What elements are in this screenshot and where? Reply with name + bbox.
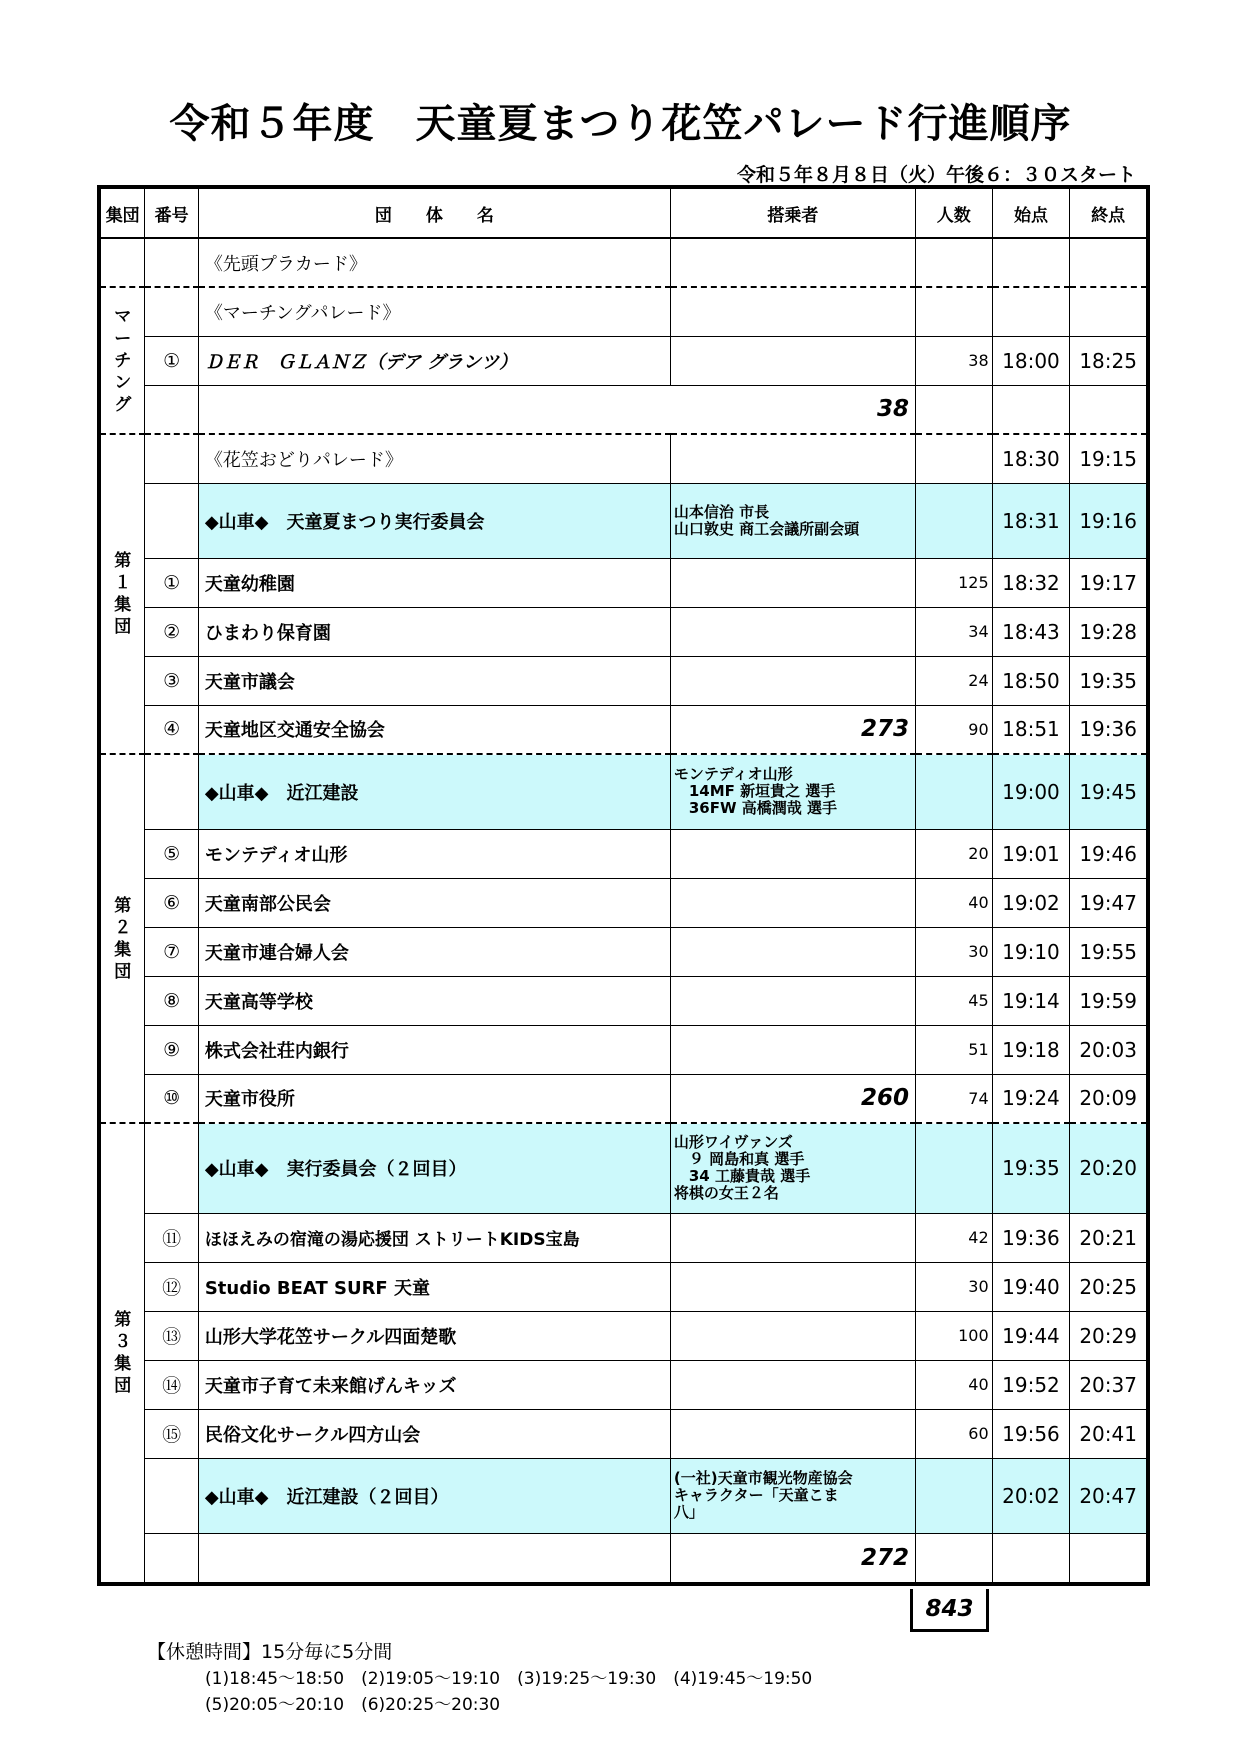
rest-times-1: (1)18:45～18:50 (2)19:05～19:10 (3)19:25～19:30 (4)19:45～19:50	[205, 1669, 813, 1689]
group-name: 天童地区交通安全協会	[198, 705, 670, 754]
rest-title: 【休憩時間】15分毎に5分間	[147, 1641, 393, 1663]
group-name: 山形大学花笠サークル四面楚歌	[198, 1311, 670, 1360]
table-row: ⑪ ほほえみの宿滝の湯応援団 ストリートKIDS宝島 42 19:36 20:21	[101, 1213, 1147, 1262]
riders: 山形ワイヴァンズ ９ 岡島和真 選手 34 工藤貴哉 選手 将棋の女王２名	[670, 1123, 915, 1213]
table-row: ① 天童幼稚園 125 18:32 19:17	[101, 558, 1147, 607]
table-row: 第１集団 《花笠おどりパレード》 18:30 19:15	[101, 434, 1147, 483]
group-name: 天童市連合婦人会	[198, 927, 670, 976]
group-name: ひまわり保育園	[198, 607, 670, 656]
group-name: モンテディオ山形	[198, 829, 670, 878]
float-name: ◆山車◆ 近江建設	[198, 754, 670, 829]
table-row: ③ 天童市議会 24 18:50 19:35	[101, 656, 1147, 705]
group-name: 天童市役所	[198, 1074, 670, 1123]
table-row	[101, 1533, 1147, 1582]
header-group: 集団	[101, 189, 145, 239]
subtotal: 272	[670, 1533, 915, 1582]
table-row: ⑨ 株式会社荘内銀行 51 19:18 20:03	[101, 1025, 1147, 1074]
table-row: ⑮ 民俗文化サークル四方山会 60 19:56 20:41	[101, 1409, 1147, 1458]
riders: モンテディオ山形 14MF 新垣貴之 選手 36FW 高橋潤哉 選手	[670, 754, 915, 829]
riders: 山本信治 市長 山口敦史 商工会議所副会頭	[670, 483, 915, 558]
start-info: 令和５年８月８日（火）午後６：３０スタート	[736, 164, 1136, 186]
grand-total: 843	[910, 1589, 989, 1632]
riders: (一社)天童市観光物産協会 キャラクター「天童こま 八」	[670, 1458, 915, 1533]
group-2: 第２集団	[101, 754, 145, 1123]
table-row: ④ 天童地区交通安全協会 273 90 18:51 19:36	[101, 705, 1147, 754]
group-name: 天童幼稚園	[198, 558, 670, 607]
table-row: ⑧ 天童高等学校 45 19:14 19:59	[101, 976, 1147, 1025]
subtotal: 260	[670, 1074, 915, 1123]
header-end: 終点	[1070, 189, 1147, 239]
marching-header: 《マーチングパレード》	[198, 287, 670, 336]
subtotal: 38	[198, 385, 915, 434]
page-title: 令和５年度 天童夏まつり花笠パレード行進順序	[169, 101, 1072, 147]
table-row	[101, 287, 1147, 336]
placard-label: 《先頭プラカード》	[198, 238, 670, 287]
rest-times-2: (5)20:05～20:10 (6)20:25～20:30	[205, 1695, 501, 1715]
table-row: ⑥ 天童南部公民会 40 19:02 19:47	[101, 878, 1147, 927]
table-row	[101, 385, 1147, 434]
group-3: 第３集団	[101, 1123, 145, 1582]
group-name: Studio BEAT SURF 天童	[198, 1262, 670, 1311]
group-name: 天童市子育て未来館げんキッズ	[198, 1360, 670, 1409]
float-name: ◆山車◆ 天童夏まつり実行委員会	[198, 483, 670, 558]
table-row: ⑫ Studio BEAT SURF 天童 30 19:40 20:25	[101, 1262, 1147, 1311]
float-name: ◆山車◆ 近江建設（２回目）	[198, 1458, 670, 1533]
group-name: ほほえみの宿滝の湯応援団 ストリートKIDS宝島	[198, 1213, 670, 1262]
header-start: 始点	[992, 189, 1070, 239]
table-row: ⑦ 天童市連合婦人会 30 19:10 19:55	[101, 927, 1147, 976]
table-row: ⑤ モンテディオ山形 20 19:01 19:46	[101, 829, 1147, 878]
group-name: 民俗文化サークル四方山会	[198, 1409, 670, 1458]
subtotal: 273	[670, 705, 915, 754]
table-row: ⑭ 天童市子育て未来館げんキッズ 40 19:52 20:37	[101, 1360, 1147, 1409]
table-row: 第２集団 ◆山車◆ 近江建設 モンテディオ山形 14MF 新垣貴之 選手 36FW 高橋潤哉 選手 19:00 19:45	[101, 754, 1147, 829]
group-name: 株式会社荘内銀行	[198, 1025, 670, 1074]
hanagasa-header: 《花笠おどりパレード》	[198, 434, 670, 483]
group-name: 天童市議会	[198, 656, 670, 705]
table-row: ② ひまわり保育園 34 18:43 19:28	[101, 607, 1147, 656]
table-row: ⑩ 天童市役所 260 74 19:24 20:09	[101, 1074, 1147, 1123]
header-number: 番号	[145, 189, 198, 239]
table-row: 第３集団 ◆山車◆ 実行委員会（２回目） 山形ワイヴァンズ ９ 岡島和真 選手 34 工藤貴哉 選手 将棋の女王２名 19:35 20:20	[101, 1123, 1147, 1213]
header-riders: 搭乗者	[670, 189, 915, 239]
table-row	[101, 238, 1147, 287]
group-name: ＤＥＲ ＧＬＡＮＺ（デア グランツ）	[198, 336, 670, 385]
group-name: 天童南部公民会	[198, 878, 670, 927]
group-1: 第１集団	[101, 434, 145, 754]
parade-table	[100, 188, 1147, 1583]
group-name: 天童高等学校	[198, 976, 670, 1025]
header-count: 人数	[915, 189, 992, 239]
group-marching: マーチング	[101, 287, 145, 434]
header-name: 団 体 名	[198, 189, 670, 239]
table-row: ◆山車◆ 天童夏まつり実行委員会 山本信治 市長 山口敦史 商工会議所副会頭 18:31 19:16	[101, 483, 1147, 558]
table-row: ⑬ 山形大学花笠サークル四面楚歌 100 19:44 20:29	[101, 1311, 1147, 1360]
table-row: ① ＤＥＲ ＧＬＡＮＺ（デア グランツ） 38 18:00 18:25	[101, 336, 1147, 385]
table-row: ◆山車◆ 近江建設（２回目） (一社)天童市観光物産協会 キャラクター「天童こま 八」 20:02 20:47	[101, 1458, 1147, 1533]
float-name: ◆山車◆ 実行委員会（２回目）	[198, 1123, 670, 1213]
